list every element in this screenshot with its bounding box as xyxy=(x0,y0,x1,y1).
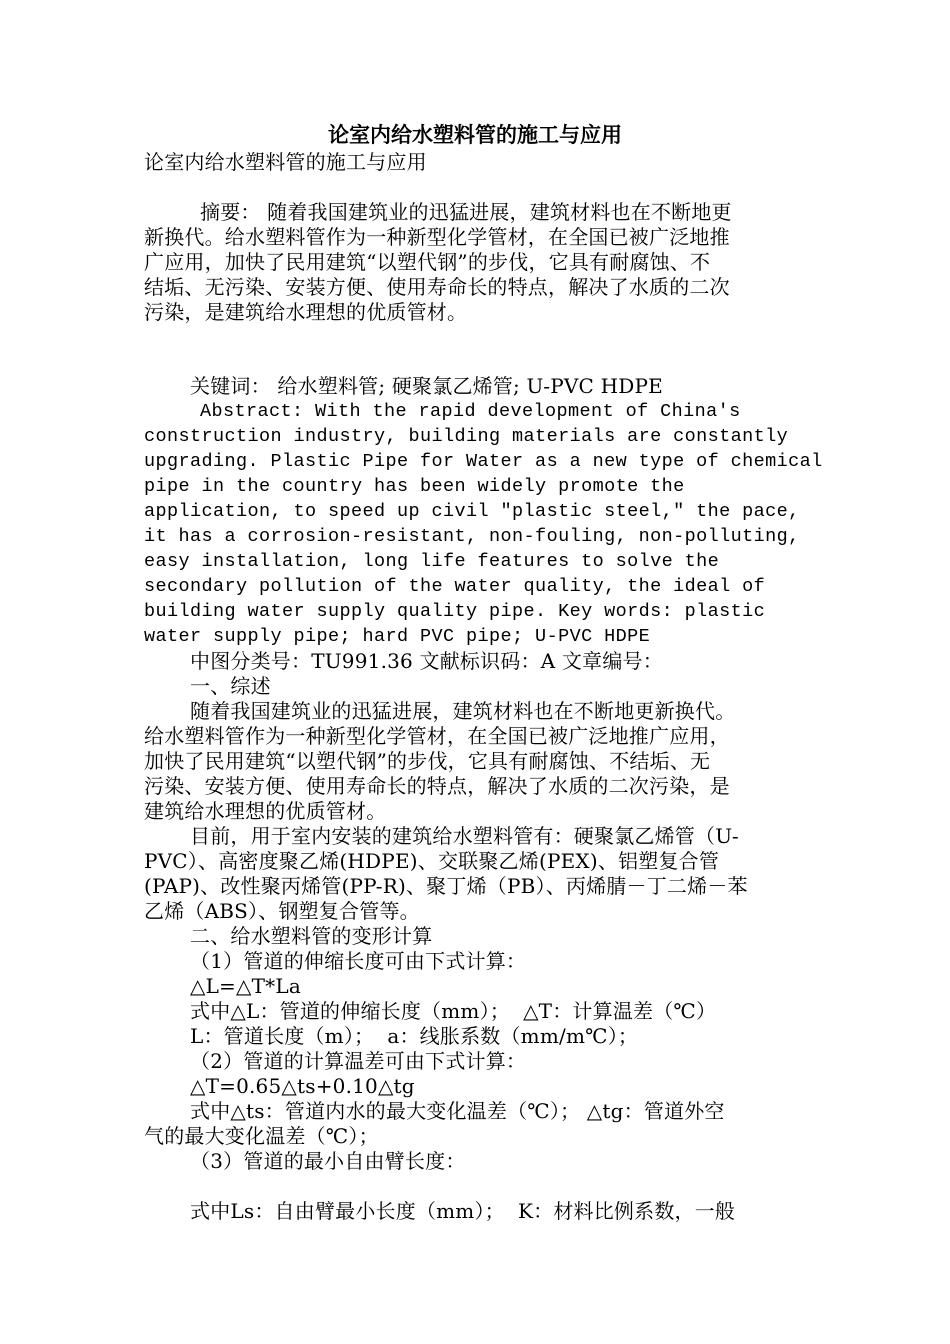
abstract-en-line: it has a corrosion-resistant, non-fouling, non-polluting, xyxy=(144,526,800,547)
body-line: 污染、安装方便、使用寿命长的特点，解决了水质的二次污染，是 xyxy=(144,774,730,798)
abstract-en-line: application, to speed up civil "plastic steel," the pace, xyxy=(144,501,800,522)
abstract-en-line: upgrading. Plastic Pipe for Water as a new type of chemical xyxy=(144,451,823,472)
body-line: PVC）、高密度聚乙烯(HDPE)、交联聚乙烯(PEX)、铝塑复合管 xyxy=(144,849,720,873)
body-line: 目前，用于室内安装的建筑给水塑料管有：硬聚氯乙烯管（U- xyxy=(190,824,739,848)
abstract-cn-line: 新换代。给水塑料管作为一种新型化学管材，在全国已被广泛地推 xyxy=(144,225,730,249)
section-heading: 一、综述 xyxy=(190,674,271,698)
abstract-en-line: water supply pipe; hard PVC pipe; U-PVC HDPE xyxy=(144,626,651,647)
body-line: 乙烯（ABS）、钢塑复合管等。 xyxy=(144,899,420,923)
classification-line: 中图分类号：TU991.36 文献标识码：A 文章编号： xyxy=(190,649,663,673)
abstract-cn-line: 摘要： 随着我国建筑业的迅猛进展，建筑材料也在不断地更 xyxy=(200,200,732,224)
document-subtitle: 论室内给水塑料管的施工与应用 xyxy=(144,150,427,174)
body-line: 随着我国建筑业的迅猛进展，建筑材料也在不断地更新换代。 xyxy=(190,699,736,723)
body-line: 加快了民用建筑“以塑代钢”的步伐，它具有耐腐蚀、不结垢、无 xyxy=(144,749,711,773)
abstract-en-line: easy installation, long life features to solve the xyxy=(144,551,720,572)
abstract-cn-line: 污染，是建筑给水理想的优质管材。 xyxy=(144,300,468,324)
formula: △L=△T*La xyxy=(190,974,301,998)
list-item: （3）管道的最小自由臂长度： xyxy=(190,1149,466,1173)
document-title: 论室内给水塑料管的施工与应用 xyxy=(328,122,622,147)
formula-note: 式中△ts：管道内水的最大变化温差（℃）； △tg：管道外空 xyxy=(190,1099,725,1123)
abstract-cn-line: 广应用，加快了民用建筑“以塑代钢”的步伐，它具有耐腐蚀、不 xyxy=(144,250,711,274)
abstract-en-line: pipe in the country has been widely promote the xyxy=(144,476,685,497)
body-line: (PAP)、改性聚丙烯管(PP-R)、聚丁烯（PB）、丙烯腈－丁二烯－苯 xyxy=(144,874,748,898)
abstract-en-line: secondary pollution of the water quality, the ideal of xyxy=(144,576,766,597)
list-item: （1）管道的伸缩长度可由下式计算： xyxy=(190,949,527,973)
section-heading: 二、给水塑料管的变形计算 xyxy=(190,924,433,948)
formula-note: L：管道长度（m）； a：线胀系数（mm/m℃）； xyxy=(190,1024,639,1048)
abstract-en-line: construction industry, building materials are constantly xyxy=(144,426,789,447)
formula-note: 式中△L：管道的伸缩长度（mm）； △T：计算温差（℃） xyxy=(190,999,717,1023)
formula: △T=0.65△ts+0.10△tg xyxy=(190,1074,415,1098)
abstract-en-line: Abstract: With the rapid development of China's xyxy=(200,401,741,422)
abstract-en-line: building water supply quality pipe. Key words: plastic xyxy=(144,601,766,622)
keywords-cn: 关键词： 给水塑料管; 硬聚氯乙烯管; U-PVC HDPE xyxy=(190,374,663,398)
list-item: （2）管道的计算温差可由下式计算： xyxy=(190,1049,527,1073)
body-line: 建筑给水理想的优质管材。 xyxy=(144,799,387,823)
body-line: 给水塑料管作为一种新型化学管材，在全国已被广泛地推广应用， xyxy=(144,724,730,748)
abstract-cn-line: 结垢、无污染、安装方便、使用寿命长的特点，解决了水质的二次 xyxy=(144,275,730,299)
formula-note: 气的最大变化温差（℃）； xyxy=(144,1124,379,1148)
formula-note: 式中Ls：自由臂最小长度（mm）； K：材料比例系数，一般 xyxy=(190,1199,736,1223)
